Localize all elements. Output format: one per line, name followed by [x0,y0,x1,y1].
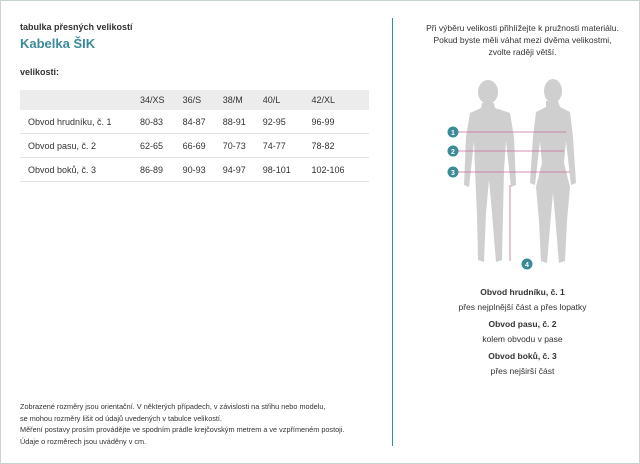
sizes-label: velikosti: [20,67,60,77]
legend-title: Obvod hrudníku, č. 1 [480,287,565,297]
column-header [20,90,140,110]
legend-item [405,350,640,377]
svg-text:1: 1 [451,130,455,137]
note-line: se mohou rozměry lišit od údajů uvedených v tabulce velikostí. [20,413,222,423]
measurement-note [20,401,380,447]
table-cell: 92-95 [263,110,312,134]
female-silhouette [530,79,576,263]
legend-desc: přes nejplnější část a přes lopatky [458,302,587,312]
table-cell: 80-83 [140,110,183,134]
table-header-row [20,90,369,110]
legend-item [405,286,640,313]
table-cell: 98-101 [263,158,312,182]
table-cell: 96-99 [312,110,370,134]
hint-line: zvolte raději větší. [488,47,557,57]
legend-title: Obvod pasu, č. 2 [488,319,557,329]
table-cell: 62-65 [140,134,183,158]
size-table [20,90,369,182]
measurement-lines [458,132,570,261]
body-measurement-figure [440,75,580,275]
legend-desc: přes nejširší část [490,366,555,376]
row-label: Obvod hrudníku, č. 1 [20,110,140,134]
note-line: Údaje o rozměrech jsou uváděny v cm. [20,436,147,446]
svg-text:2: 2 [451,149,455,156]
marker-4 [522,259,533,270]
measurement-guide-panel [405,22,640,58]
row-label: Obvod pasu, č. 2 [20,134,140,158]
hint-line: Pokud byste měli váhat mezi dvěma velikostmi, [433,35,612,45]
table-row [20,158,369,182]
measurement-legend [405,286,640,382]
row-label: Obvod boků, č. 3 [20,158,140,182]
table-row [20,110,369,134]
male-silhouette [464,80,516,262]
svg-text:4: 4 [525,262,529,269]
size-hint [405,22,640,58]
table-cell: 102-106 [312,158,370,182]
table-cell: 94-97 [223,158,263,182]
column-header: 42/XL [312,90,370,110]
note-line: Měření postavy prosím provádějte ve spodním prádle krejčovským metrem a ve vzpřímeném postoji. [20,425,345,435]
table-cell: 78-82 [312,134,370,158]
table-cell: 84-87 [183,110,223,134]
column-header: 34/XS [140,90,183,110]
hint-line: Při výběru velikosti přihlížejte k pružnosti materiálu. [426,23,619,33]
column-header: 40/L [263,90,312,110]
page-subtitle: tabulka přesných velikostí [20,22,133,32]
table-cell: 74-77 [263,134,312,158]
table-cell: 86-89 [140,158,183,182]
svg-text:3: 3 [451,170,455,177]
page-title: Kabelka ŠIK [20,36,96,51]
legend-item [405,318,640,345]
column-header: 38/M [223,90,263,110]
size-table-panel [20,22,370,175]
table-row [20,134,369,158]
vertical-divider [392,18,393,446]
legend-title: Obvod boků, č. 3 [488,351,557,361]
column-header: 36/S [183,90,223,110]
table-cell: 66-69 [183,134,223,158]
table-cell: 90-93 [183,158,223,182]
marker-3 [448,167,459,178]
legend-desc: kolem obvodu v pase [482,334,563,344]
marker-1 [448,127,459,138]
note-line: Zobrazené rozměry jsou orientační. V některých případech, v závislosti na střihu nebo modelu, [20,402,326,411]
table-cell: 70-73 [223,134,263,158]
marker-2 [448,146,459,157]
table-cell: 88-91 [223,110,263,134]
